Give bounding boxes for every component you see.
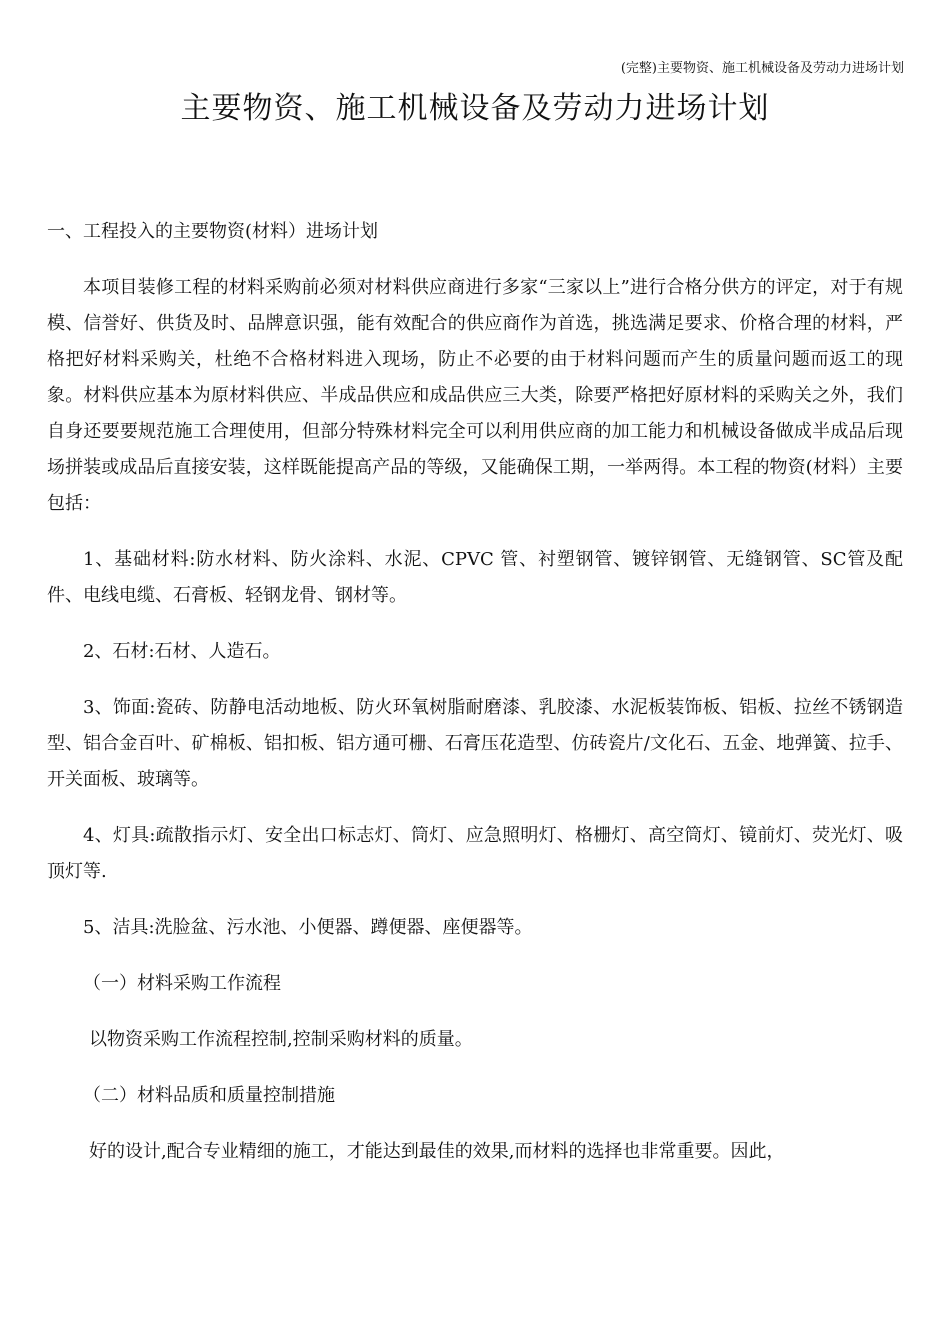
- document-body: [47, 214, 903, 1190]
- material-item-lighting: 4、灯具:疏散指示灯、安全出口标志灯、筒灯、应急照明灯、格栅灯、高空筒灯、镜前灯、荧光灯、吸顶灯等.: [47, 825, 903, 882]
- subsection-heading-quality: （二）材料品质和质量控制措施: [83, 1085, 335, 1106]
- material-item-finish: 3、饰面:瓷砖、防静电活动地板、防火环氧树脂耐磨漆、乳胶漆、水泥板装饰板、铝板、拉丝不锈钢造型、铝合金百叶、矿棉板、铝扣板、铝方通可栅、石膏压花造型、仿砖瓷片/文化石、五金、地弹簧、拉手、开关面板、玻璃等。: [47, 697, 903, 790]
- quality-text: 好的设计,配合专业精细的施工，才能达到最佳的效果,而材料的选择也非常重要。因此，: [89, 1141, 785, 1162]
- running-header: (完整)主要物资、施工机械设备及劳动力进场计划: [620, 61, 904, 76]
- section-heading: 一、工程投入的主要物资(材料）进场计划: [47, 221, 379, 242]
- material-item-basic: 1、基础材料:防水材料、防火涂料、水泥、CPVC 管、衬塑钢管、镀锌钢管、无缝钢管、SC管及配件、电线电缆、石膏板、轻钢龙骨、钢材等。: [47, 549, 903, 606]
- procurement-text: 以物资采购工作流程控制,控制采购材料的质量。: [89, 1029, 473, 1050]
- subsection-heading-procurement: （一）材料采购工作流程: [83, 973, 281, 994]
- document-title: 主要物资、施工机械设备及劳动力进场计划: [180, 91, 770, 126]
- intro-paragraph: 本项目装修工程的材料采购前必须对材料供应商进行多家“三家以上”进行合格分供方的评定，对于有规模、信誉好、供货及时、品牌意识强，能有效配合的供应商作为首选，挑选满足要求、价格合理的材料，严格把好材料采购关，杜绝不合格材料进入现场，防止不必要的由于材料问题而产生的质量问题而返工的现象。材料供应基本为原材料供应、半成品供应和成品供应三大类，除要严格把好原材料的采购关之外，我们自身还要要规范施工合理使用，但部分特殊材料完全可以利用供应商的加工能力和机械设备做成半成品后现场拼装或成品后直接安装，这样既能提高产品的等级，又能确保工期，一举两得。本工程的物资(材料）主要包括：: [47, 277, 903, 514]
- material-item-sanitary: 5、洁具:洗脸盆、污水池、小便器、蹲便器、座便器等。: [83, 917, 533, 938]
- material-item-stone: 2、石材:石材、人造石。: [83, 641, 281, 662]
